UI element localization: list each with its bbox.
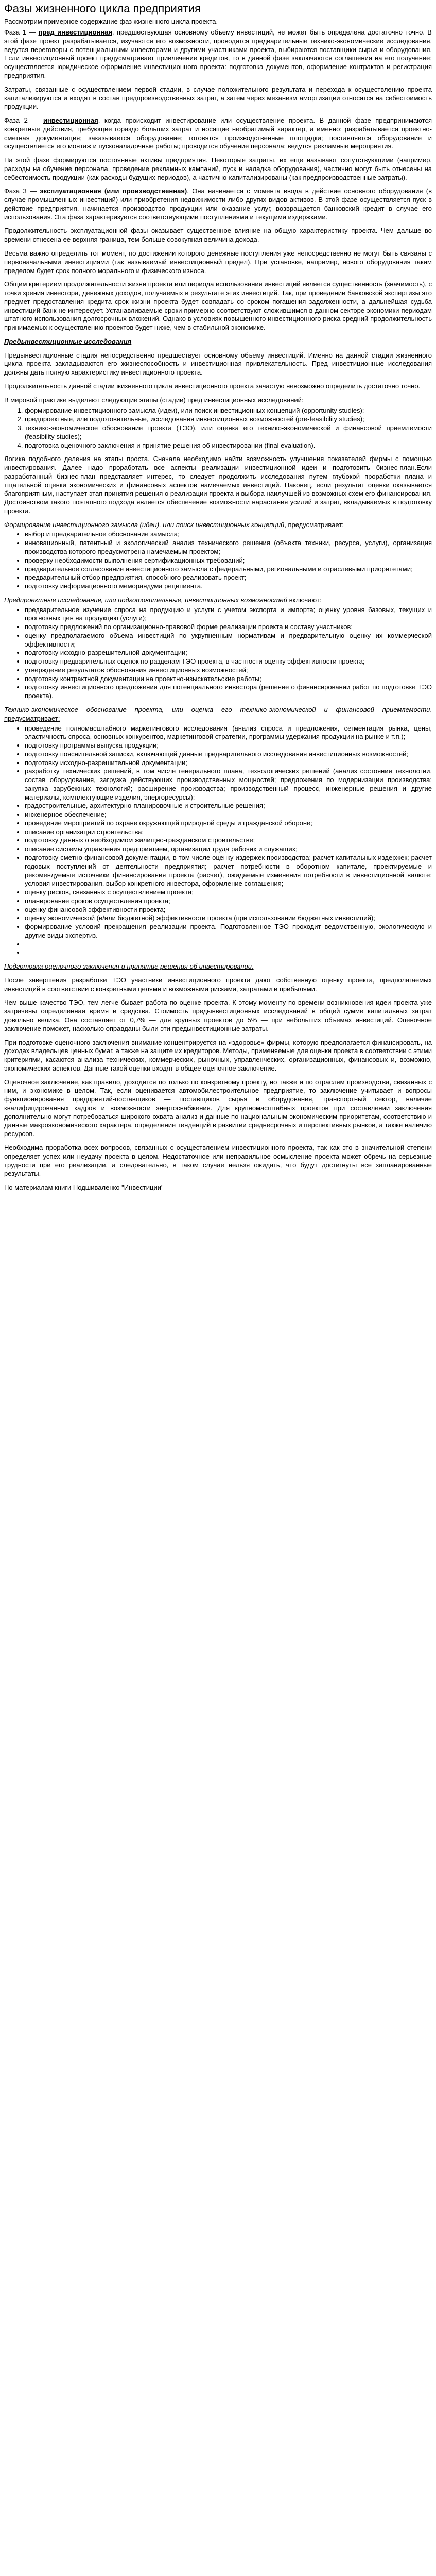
list-item: • градостроительные, архитектурно-планировочные и строительные решения;: [25, 802, 432, 810]
phase1-lead: Фаза 1 —: [4, 28, 36, 37]
phase3-duration-paragraph: Продолжительность эксплуатационной фазы оказывает существенное влияние на общую характеристику проекта. Чем дальше во времени отнесена ее верхняя граница, тем больше совокупная величина дохода.: [4, 227, 432, 244]
preinvest-p4: Логика подобного деления на этапы проста. Сначала необходимо найти возможность улучшения показателей фирмы с помощью инвестирования. Далее надо проработать все аспекты реализации инвестиционной идеи и подготовить бизнес-план.Если разработанный бизнес-план представляет интерес, то следует продолжить исследования путем глубокой проработки плана и тщательной оценки экономических и финансовых аспектов намечаемых инвестиций. Наконец, если результат оценки оказывается благоприятным, наступает этап принятия решения о реализации проекта и выбора наилучшей из возможных схем его финансирования. Достоинством такого поэтапного подхода является обеспечение возможности нарастания усилий и затрат, вкладываемых в подготовку проекта.: [4, 455, 432, 515]
list-item: • оценку экономической (и/или бюджетной) эффективности проекта (при использовании бюджетных инвестиций);: [25, 914, 432, 923]
phase3-lead: Фаза 3 —: [4, 187, 37, 195]
stages-list: [4, 406, 432, 450]
list-item: • подготовку контрактной документации на проектно-изыскательские работы;: [25, 675, 432, 684]
final-eval-p3: При подготовке оценочного заключения внимание концентрируется на «здоровье» фирмы, которую предполагается финансировать, на доходах владельцев ценных бумаг, а также на защите их кредиторов. Методы, применяемые для оценки проекта в соответствии с этими критериями, касаются анализа технических, коммерческих, рыночных, управленческих, организационных, финансовых и, возможно, экономических аспектов. Данные такой оценки входят в общее оценочное заключение.: [4, 1038, 432, 1072]
final-eval-heading-text: Подготовка оценочного заключения и принятие решения об инвестировании: [4, 962, 252, 971]
idea-heading-suffix: , предусматривает:: [284, 520, 344, 529]
preinvest-heading: Предынвестиционные исследования: [4, 337, 132, 345]
list-item: 3. технико-экономическое обоснование проекта (ТЭО), или оценка его технико-экономической и финансовой приемлемости (feasibility studies);: [25, 424, 432, 442]
pre-feasibility-heading: [4, 596, 432, 605]
phase2-text: , когда происходит инвестирование или осуществление проекта. В данной фазе предпринимаются конкретные действия, требующие гораздо больших затрат и носящие необратимый характер, а именно: разрабатывается проектно-сметная документация; заказывается оборудование; готовятся производственные площадки; поставляется оборудование и осуществляется его монтаж и пусконаладочные работы; проводится обучение персонала; ведутся рекламные мероприятия.: [4, 116, 432, 150]
list-item: [25, 940, 432, 949]
phase3-goal-paragraph: Весьма важно определить тот момент, по достижении которого денежные поступления уже непосредственно не могут быть связаны с первоначальными инвестициями (так называемый инвестиционный предел). При установке, например, нового оборудования таким пределом будет срок полного морального и физического износа.: [4, 249, 432, 275]
preinvest-p2: Продолжительность данной стадии жизненного цикла инвестиционного проекта зачастую невозможно определить достаточно точно.: [4, 382, 421, 390]
idea-list: [4, 530, 432, 590]
list-item: • планирование сроков осуществления проекта;: [25, 897, 432, 906]
feasibility-list: [4, 724, 432, 958]
phase2-costs-paragraph: На этой фазе формируются постоянные активы предприятия. Некоторые затраты, их еще называют сопутствующими (например, расходы на обучение персонала, проведение рекламных кампаний, пуск и наладка оборудования), частично могут быть отнесены на себестоимость продукции (как расходы будущих периодов), а частично-капитализированы (как предпроизводственные затраты).: [4, 156, 432, 181]
phase1-name: пред инвестиционная: [38, 28, 112, 37]
preinvest-p1: Предынвестиционные стадия непосредственно предшествует основному объему инвестиций. Именно на данной стадии жизненного цикла проекта закладываются его жизнеспособность и инвестиционная привлекательность. Пред инвестиционные исследования должны дать полную характеристику инвестиционного проекта.: [4, 351, 432, 377]
final-eval-p1: После завершения разработки ТЭО участники инвестиционного проекта дают собственную оценку проекта, предполагаемых инвестиций в соответствии с конкретными целями и возможными рисками, затратами и прибылями.: [4, 976, 432, 993]
page-title: Фазы жизненного цикла предприятия: [4, 2, 201, 15]
preinvest-p3: [4, 396, 432, 405]
pre-feasibility-heading-text: Предпроектные исследования, или подготовительные, инвестиционных возможностей: [4, 596, 288, 604]
phase3-name: эксплуатационная (или производственная): [40, 187, 187, 195]
list-item: • подготовку программы выпуска продукции;: [25, 741, 432, 750]
phase3-norm-paragraph: Общим критерием продолжительности жизни проекта или периода использования инвестиций является существенность (значимость), с точки зрения инвестора, денежных доходов, получаемых в результате этих инвестиций. Так, при проведении банковской экспертизы это предмет предоставления кредита срок жизни проекта будет совпадать со сроком погашения задолженности, а дальнейшая судьба инвестиций банк не интересует. Устанавливаемые сроки примерно соответствуют сложившимся в данном секторе экономики периодам штатного использования долгосрочных вложений. Однако в условиях повышенного инвестиционного риска средний продолжительность принимаемых к осуществлению проектов будет ниже, чем в стабильной экономике.: [4, 280, 432, 332]
preinvest-p3-prefix: В мировой практике выделяют следующие этапы (стадии) пред инвестиционных исследований: [4, 396, 302, 404]
list-item: 4. подготовка оценочного заключения и принятие решения об инвестировании (final evaluation).: [25, 442, 432, 450]
list-item: • проведение полномасштабного маркетингового исследования (анализ спроса и предложения, сегментация рынка, цены, эластичность спроса, основных конкурентов, маркетинговой стратегии, программы удержания продукции на рынке и т.п.);: [25, 724, 432, 742]
intro-paragraph: Рассмотрим примерное содержание фаз жизненного цикла проекта.: [4, 18, 218, 26]
phase2-name: инвестиционная: [43, 116, 98, 125]
final-eval-heading-suffix: .: [251, 962, 254, 971]
list-item: • оценку финансовой эффективности проекта;: [25, 906, 432, 914]
final-eval-p2: Чем выше качество ТЭО, тем легче бывает работа по оценке проекта. К этому моменту по времени возникновения идеи проекта уже затрачены определенная время и средства. Стоимость предынвестиционных исследований в общей сумме капитальных затрат довольно велика. Она составляет от 0,7% — для крупных проектов до 5% — при небольших объемах инвестиций. Оценочное заключение поможет, насколько оправданы были эти предынвестиционные затраты.: [4, 998, 432, 1032]
feasibility-heading-text: Технико-экономическое обоснование проекта, или оценка его технико-экономической и финансовой приемлемости: [4, 705, 430, 714]
feasibility-heading-suffix: , предусматривает:: [4, 705, 432, 722]
list-item: • разработку технических решений, в том числе генерального плана, технологических решений (анализ состояния технологии, состав оборудования, загрузка действующих производственных мощностей; предложения по модернизации производства; закупка зарубежных технологий; расширение производства; производственный процесс, инженерные решения и другие материалы, комплектующие изделия, энергоресурсы);: [25, 767, 432, 802]
pre-feasibility-list: [4, 606, 432, 701]
list-item: • подготовку исходно-разрешительной документации;: [25, 759, 432, 768]
list-item: • утверждение результатов обоснования инвестиционных возможностей;: [25, 666, 432, 675]
list-item: • описание организации строительства;: [25, 828, 432, 837]
phase1-paragraph: [4, 28, 432, 80]
list-item: • предварительный отбор предприятия, способного реализовать проект;: [25, 573, 432, 582]
final-eval-heading: [4, 962, 432, 971]
list-item: • инженерное обеспечение;: [25, 810, 432, 819]
list-item: • формирование условий прекращения реализации проекта. Подготовленное ТЭО проходит ведомственную, экологическую и другие виды экспертиз.: [25, 923, 432, 940]
idea-heading-text: Формирование инвестиционного замысла (идеи), или поиск инвестиционных концепций: [4, 520, 285, 529]
pre-feasibility-heading-suffix: включают:: [287, 596, 322, 604]
list-item: 1. формирование инвестиционного замысла (идеи), или поиск инвестиционных концепций (opportunity studies);: [25, 406, 432, 415]
list-item: • выбор и предварительное обоснование замысла;: [25, 530, 432, 539]
list-item: • предварительное изучение спроса на продукцию и услуги с учетом экспорта и импорта; оценку уровня базовых, текущих и прогнозных цен на продукцию (услуги);: [25, 606, 432, 623]
list-item: • подготовку данных о необходимом жилищно-гражданском строительстве;: [25, 836, 432, 845]
feasibility-heading: [4, 706, 432, 723]
list-item: • проведение мероприятий по охране окружающей природной среды и гражданской обороне;: [25, 819, 432, 828]
list-item: • подготовку информационного меморандума реципиента.: [25, 582, 432, 591]
article: [0, 0, 436, 1200]
costs-paragraph: Затраты, связанные с осуществлением первой стадии, в случае положительного результата и перехода к осуществлению проекта капитализируются и входят в состав предпроизводственных затрат, а затем через механизм амортизации относятся на себестоимость продукции.: [4, 85, 432, 111]
final-eval-p4: Оценочное заключение, как правило, доходится по только по конкретному проекту, но также и по отраслям производства, связанных с ним, и экономике в целом. Так, если оценивается автомобилестроительное предприятие, то заключение учитывает и вопросы функционирования предприятий-поставщиков — поставщиков сырья и оборудования, транспортный сектор, наличие квалифицированных кадров и возможности энергоснабжения. Для крупномасштабных проектов при составлении заключения дополнительно могут потребоваться широкого охвата анализ и данные по национальным экономическим приоритетам, соответствию и данные макроэкономического характера, определение тенденций в развитии среднесрочных и перспективных рынков, а также наличию ресурсов.: [4, 1078, 432, 1138]
phase2-paragraph: [4, 116, 432, 151]
phase3-text: . Она начинается с момента ввода в действие основного оборудования (в случае промышленных инвестиций) или приобретения недвижимости либо других видов активов. В этой фазе осуществляется пуск в действие предприятия, начинается производство продукции или оказание услуг, возвращается банковский кредит в случае его использования. Эта фаза характеризуется соответствующими поступлениями и текущими издержками.: [4, 187, 432, 221]
final-eval-p5: Необходима проработка всех вопросов, связанных с осуществлением инвестиционного проекта, так как это в значительной степени определяет успех или неудачу проекта в целом. Недостаточное или неправильное осмысление проекта может обречь на серьезные трудности при его реализации, а следовательно, в таком случае нельзя ожидать, что будут достигнуты все запланированные результаты.: [4, 1143, 432, 1178]
list-item: • проверку необходимости выполнения сертификационных требований;: [25, 556, 432, 565]
list-item: • подготовку инвестиционного предложения для потенциального инвестора (решение о финансировании работ по подготовке ТЭО проекта).: [25, 683, 432, 701]
list-item: • подготовку сметно-финансовой документации, в том числе оценку издержек производства; расчет капитальных издержек; расчет годовых поступлений от деятельности предприятия; расчет потребности в оборотном капитале, проектируемые и рекомендуемые источники финансирования проекта (расчет), ожидаемые изменения потребности в инвестиционной валюте; условия инвестирования, выбор конкретного инвестора, оформление соглашения;: [25, 854, 432, 888]
list-item: [25, 948, 432, 957]
preinvest-p3-suffix: :: [301, 396, 304, 404]
list-item: 2. предпроектные, или подготовительные, исследования инвестиционных возможностей (pre-feasibility studies);: [25, 415, 432, 424]
list-item: • описание системы управления предприятием, организации труда рабочих и служащих;: [25, 845, 432, 854]
list-item: • подготовку предварительных оценок по разделам ТЭО проекта, в частности оценку эффективности проекта;: [25, 657, 432, 666]
list-item: • оценку предполагаемого объема инвестиций по укрупненным нормативам и предварительную оценку их коммерческой эффективности;: [25, 632, 432, 649]
list-item: • подготовку предложений по организационно-правовой форме реализации проекта и составу участников;: [25, 623, 432, 632]
idea-heading: [4, 521, 432, 530]
list-item: • оценку рисков, связанных с осуществлением проекта;: [25, 888, 432, 897]
list-item: • подготовку пояснительной записки, включающей данные предварительного исследования инвестиционных возможностей;: [25, 750, 432, 759]
list-item: • подготовку исходно-разрешительной документации;: [25, 649, 432, 657]
phase3-paragraph: [4, 187, 432, 222]
phase1-text: , предшествующая основному объему инвестиций, не может быть определена достаточно точно. В этой фазе проект разрабатывается, изучаются его возможности, проводятся предварительные технико-экономические исследования, ведутся переговоры с потенциальными инвесторами и другими участниками проекта, выбираются поставщики сырья и оборудования. Если инвестиционный проект предусматривает привлечение кредитов, то в данной фазе заключаются соглашения на его получение; осуществляется юридическое оформление инвестиционного проекта: подготовка документов, оформление контрактов и регистрация предприятия.: [4, 28, 432, 79]
phase2-lead: Фаза 2 —: [4, 116, 39, 125]
source-note: По материалам книги Подшиваленко "Инвестиции": [4, 1183, 164, 1192]
list-item: • предварительное согласование инвестиционного замысла с федеральными, региональными и отраслевыми приоритетами;: [25, 565, 432, 574]
list-item: • инновационный, патентный и экологический анализ технического решения (объекта техники, ресурса, услуги), организация производства которого предусмотрена намечаемым проектом;: [25, 539, 432, 556]
